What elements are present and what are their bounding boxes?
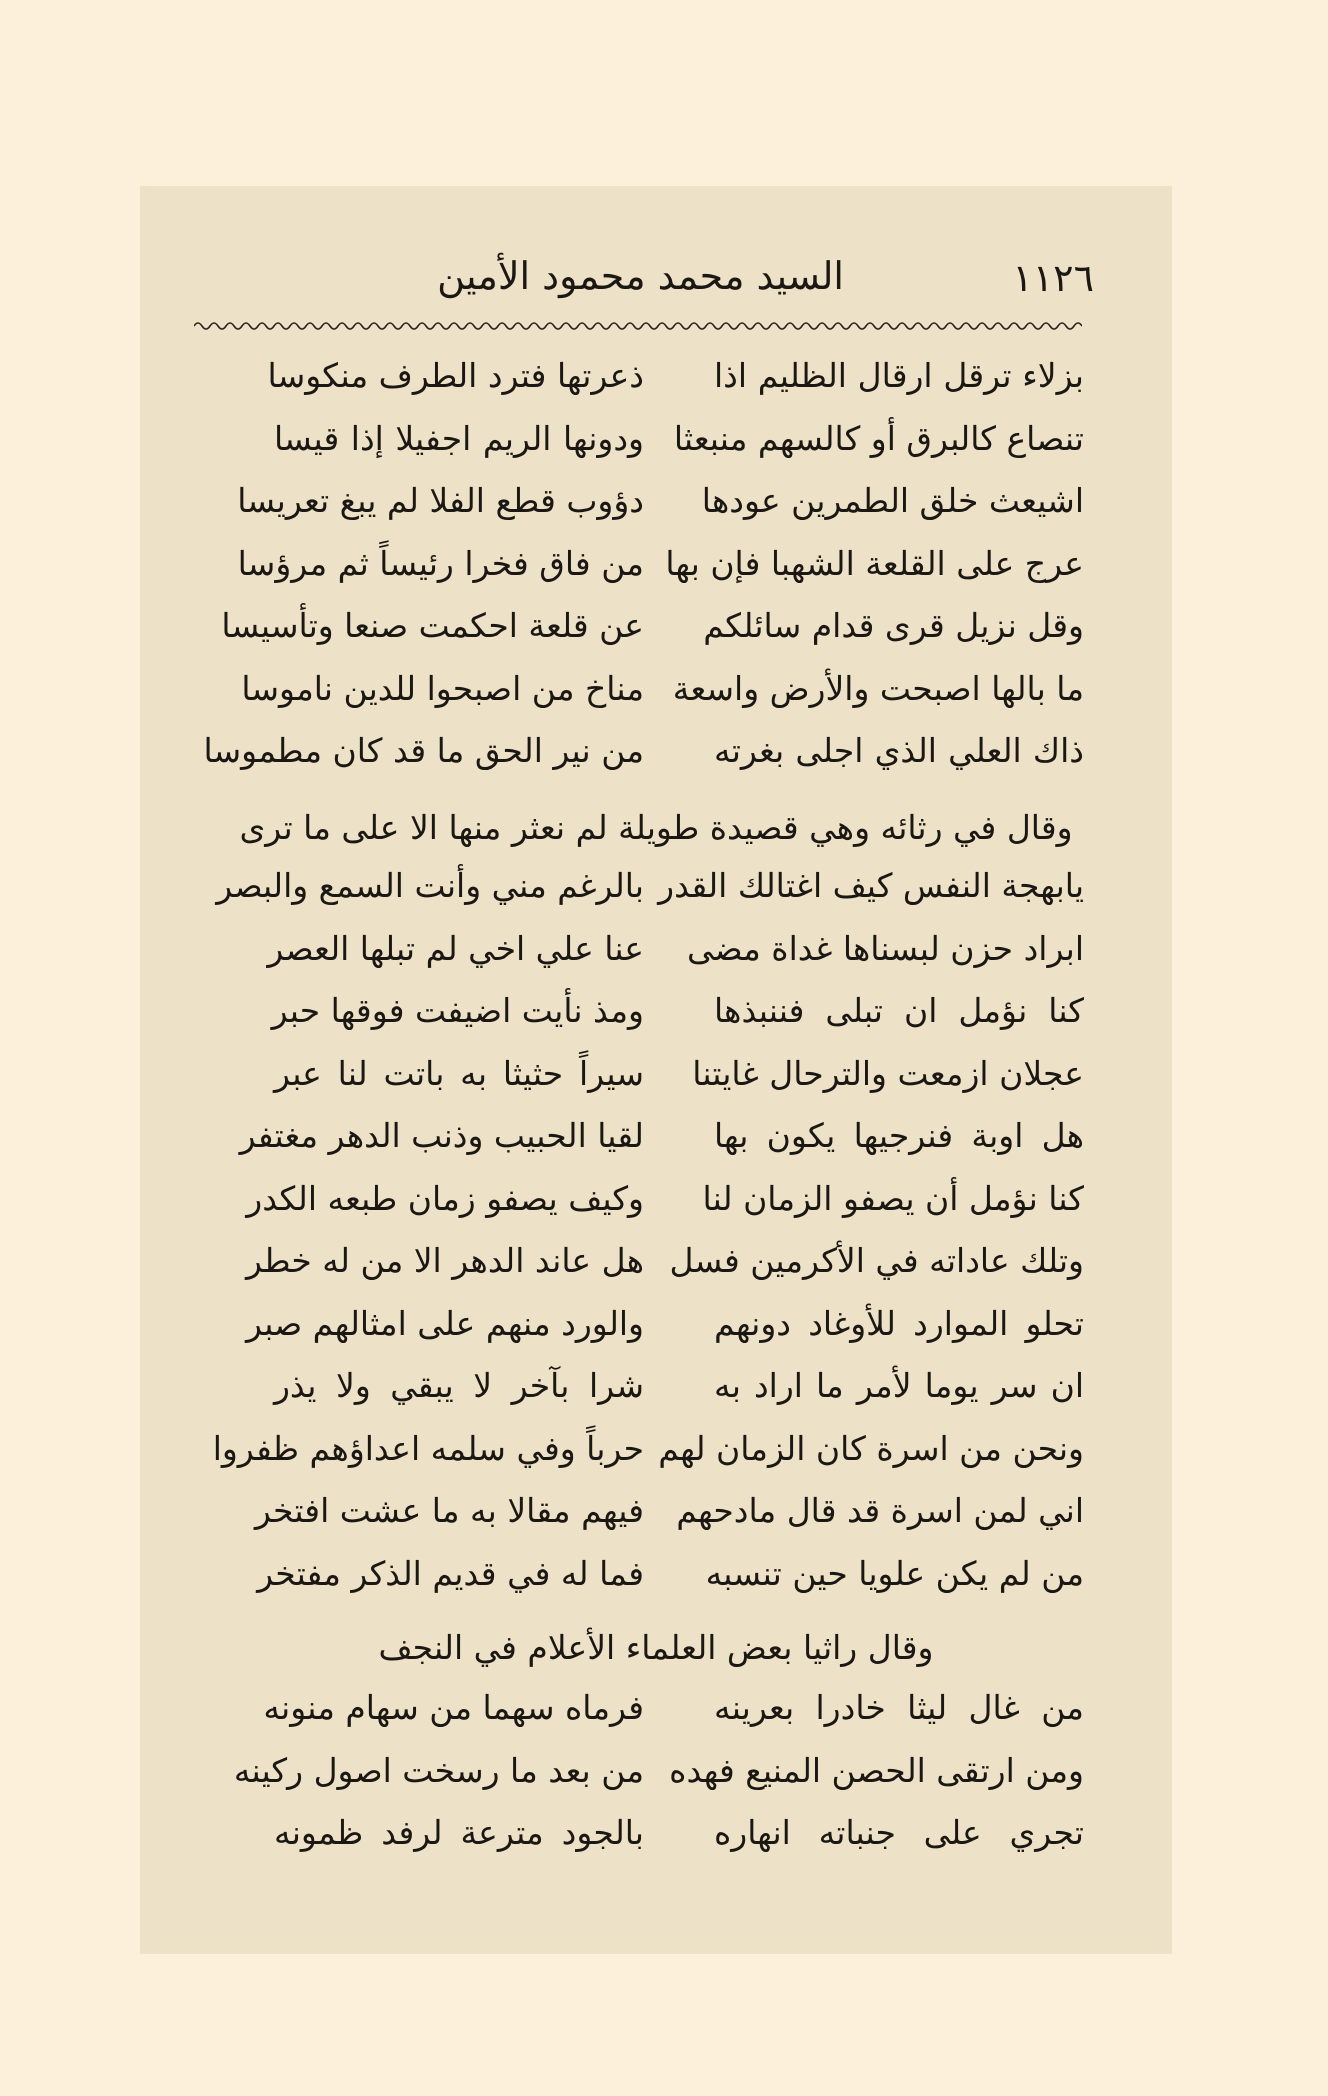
verse-line <box>140 1044 1172 1107</box>
verse-second-hemistich: من بعد ما رسخت اصول ركينه <box>233 1750 644 1790</box>
verse-first-hemistich: من لم يكن علويا حين تنسبه <box>705 1553 1084 1593</box>
verse-line <box>140 1294 1172 1357</box>
verse-second-hemistich: فما له في قديم الذكر مفتخر <box>257 1553 644 1593</box>
verse-second-hemistich: فرماه سهما من سهام منونه <box>263 1688 644 1727</box>
verse-line <box>140 534 1172 597</box>
section-heading: وقال في رثائه وهي قصيدة طويلة لم نعثر منها الا على ما ترى <box>239 808 1073 847</box>
verse-second-hemistich: وكيف يصفو زمان طبعه الكدر <box>246 1178 644 1218</box>
verse-line <box>140 1419 1172 1482</box>
verse-first-hemistich: هل اوبة فنرجيها يكون بها <box>714 1116 1084 1155</box>
verse-second-hemistich: حرباً وفي سلمه اعداؤهم ظفروا <box>212 1428 644 1468</box>
verse-second-hemistich: هل عاند الدهر الا من له خطر <box>246 1241 644 1280</box>
poem-section-2 <box>140 856 1172 1606</box>
verse-second-hemistich: فيهم مقالا به ما عشت افتخر <box>254 1491 644 1530</box>
verse-line <box>140 1544 1172 1607</box>
verse-second-hemistich: ومذ نأيت اضيفت فوقها حبر <box>271 991 644 1030</box>
page-number: ١١٢٦ <box>1012 256 1094 300</box>
verse-first-hemistich: يابهجة النفس كيف اغتالك القدر <box>658 866 1084 905</box>
verse-first-hemistich: بزلاء ترقل ارقال الظليم اذا <box>714 356 1084 395</box>
verse-second-hemistich: شرا بآخر لا يبقي ولا يذر <box>274 1366 644 1405</box>
verse-second-hemistich: سيراً حثيثا به باتت لنا عبر <box>274 1053 644 1093</box>
verse-line <box>140 1481 1172 1544</box>
verse-line <box>140 856 1172 919</box>
verse-first-hemistich: وتلك عاداته في الأكرمين فسل <box>669 1241 1084 1280</box>
verse-line <box>140 1231 1172 1294</box>
verse-first-hemistich: ما بالها اصبحت والأرض واسعة <box>672 668 1084 708</box>
verse-second-hemistich: والورد منهم على امثالهم صبر <box>246 1303 644 1343</box>
verse-first-hemistich: كنا نؤمل أن يصفو الزمان لنا <box>702 1178 1084 1218</box>
page-header <box>190 250 1122 310</box>
section-heading: وقال راثيا بعض العلماء الأعلام في النجف <box>378 1628 934 1667</box>
verse-first-hemistich: ان سر يوما لأمر ما اراد به <box>714 1366 1084 1405</box>
verse-second-hemistich: بالجود مترعة لرفد ظمونه <box>274 1813 644 1852</box>
verse-line <box>140 721 1172 784</box>
verse-line <box>140 409 1172 472</box>
verse-second-hemistich: ودونها الريم اجفيلا إذا قيسا <box>274 418 644 458</box>
verse-line <box>140 659 1172 722</box>
verse-first-hemistich: وقل نزيل قرى قدام سائلكم <box>703 606 1084 645</box>
verse-second-hemistich: ذعرتها فترد الطرف منكوسا <box>267 356 644 395</box>
verse-second-hemistich: مناخ من اصبحوا للدين ناموسا <box>241 668 644 708</box>
verse-second-hemistich: عن قلعة احكمت صنعا وتأسيسا <box>221 606 644 645</box>
header-wavy-rule <box>194 318 1082 330</box>
verse-second-hemistich: من نير الحق ما قد كان مطموسا <box>203 731 644 770</box>
verse-line <box>140 1678 1172 1741</box>
verse-first-hemistich: من غال ليثا خادرا بعرينه <box>714 1688 1084 1727</box>
poem-section-3 <box>140 1678 1172 1866</box>
verse-first-hemistich: تحلو الموارد للأوغاد دونهم <box>714 1303 1084 1343</box>
verse-first-hemistich: كنا نؤمل ان تبلى فننبذها <box>714 991 1084 1030</box>
verse-first-hemistich: عرج على القلعة الشهبا فإن بها <box>665 543 1084 583</box>
verse-first-hemistich: ومن ارتقى الحصن المنيع فهده <box>669 1750 1084 1790</box>
verse-first-hemistich: ابراد حزن لبسناها غداة مضى <box>687 928 1084 968</box>
verse-line <box>140 981 1172 1044</box>
verse-second-hemistich: عنا علي اخي لم تبلها العصر <box>267 928 644 968</box>
verse-line <box>140 1356 1172 1419</box>
verse-line <box>140 471 1172 534</box>
verse-first-hemistich: تجري على جنباته انهاره <box>714 1813 1084 1852</box>
verse-first-hemistich: تنصاع كالبرق أو كالسهم منبعثا <box>673 418 1084 458</box>
verse-line <box>140 596 1172 659</box>
verse-first-hemistich: ذاك العلي الذي اجلى بغرته <box>714 731 1084 770</box>
verse-first-hemistich: اشيعث خلق الطمرين عودها <box>701 481 1084 520</box>
verse-first-hemistich: ونحن من اسرة كان الزمان لهم <box>658 1428 1084 1468</box>
verse-line <box>140 1741 1172 1804</box>
running-title: السيد محمد محمود الأمين <box>437 254 844 298</box>
poem-section-1 <box>140 346 1172 784</box>
verse-first-hemistich: عجلان ازمعت والترحال غايتنا <box>692 1053 1084 1093</box>
verse-line <box>140 919 1172 982</box>
verse-line <box>140 346 1172 409</box>
verse-line <box>140 1106 1172 1169</box>
verse-second-hemistich: من فاق فخرا رئيساً ثم مرؤسا <box>237 543 644 583</box>
verse-second-hemistich: لقيا الحبيب وذنب الدهر مغتفر <box>239 1116 644 1155</box>
verse-line <box>140 1803 1172 1866</box>
verse-second-hemistich: بالرغم مني وأنت السمع والبصر <box>216 866 644 905</box>
verse-second-hemistich: دؤوب قطع الفلا لم يبغ تعريسا <box>237 481 644 520</box>
book-page <box>140 186 1172 1954</box>
verse-line <box>140 1169 1172 1232</box>
verse-first-hemistich: اني لمن اسرة قد قال مادحهم <box>676 1491 1084 1530</box>
